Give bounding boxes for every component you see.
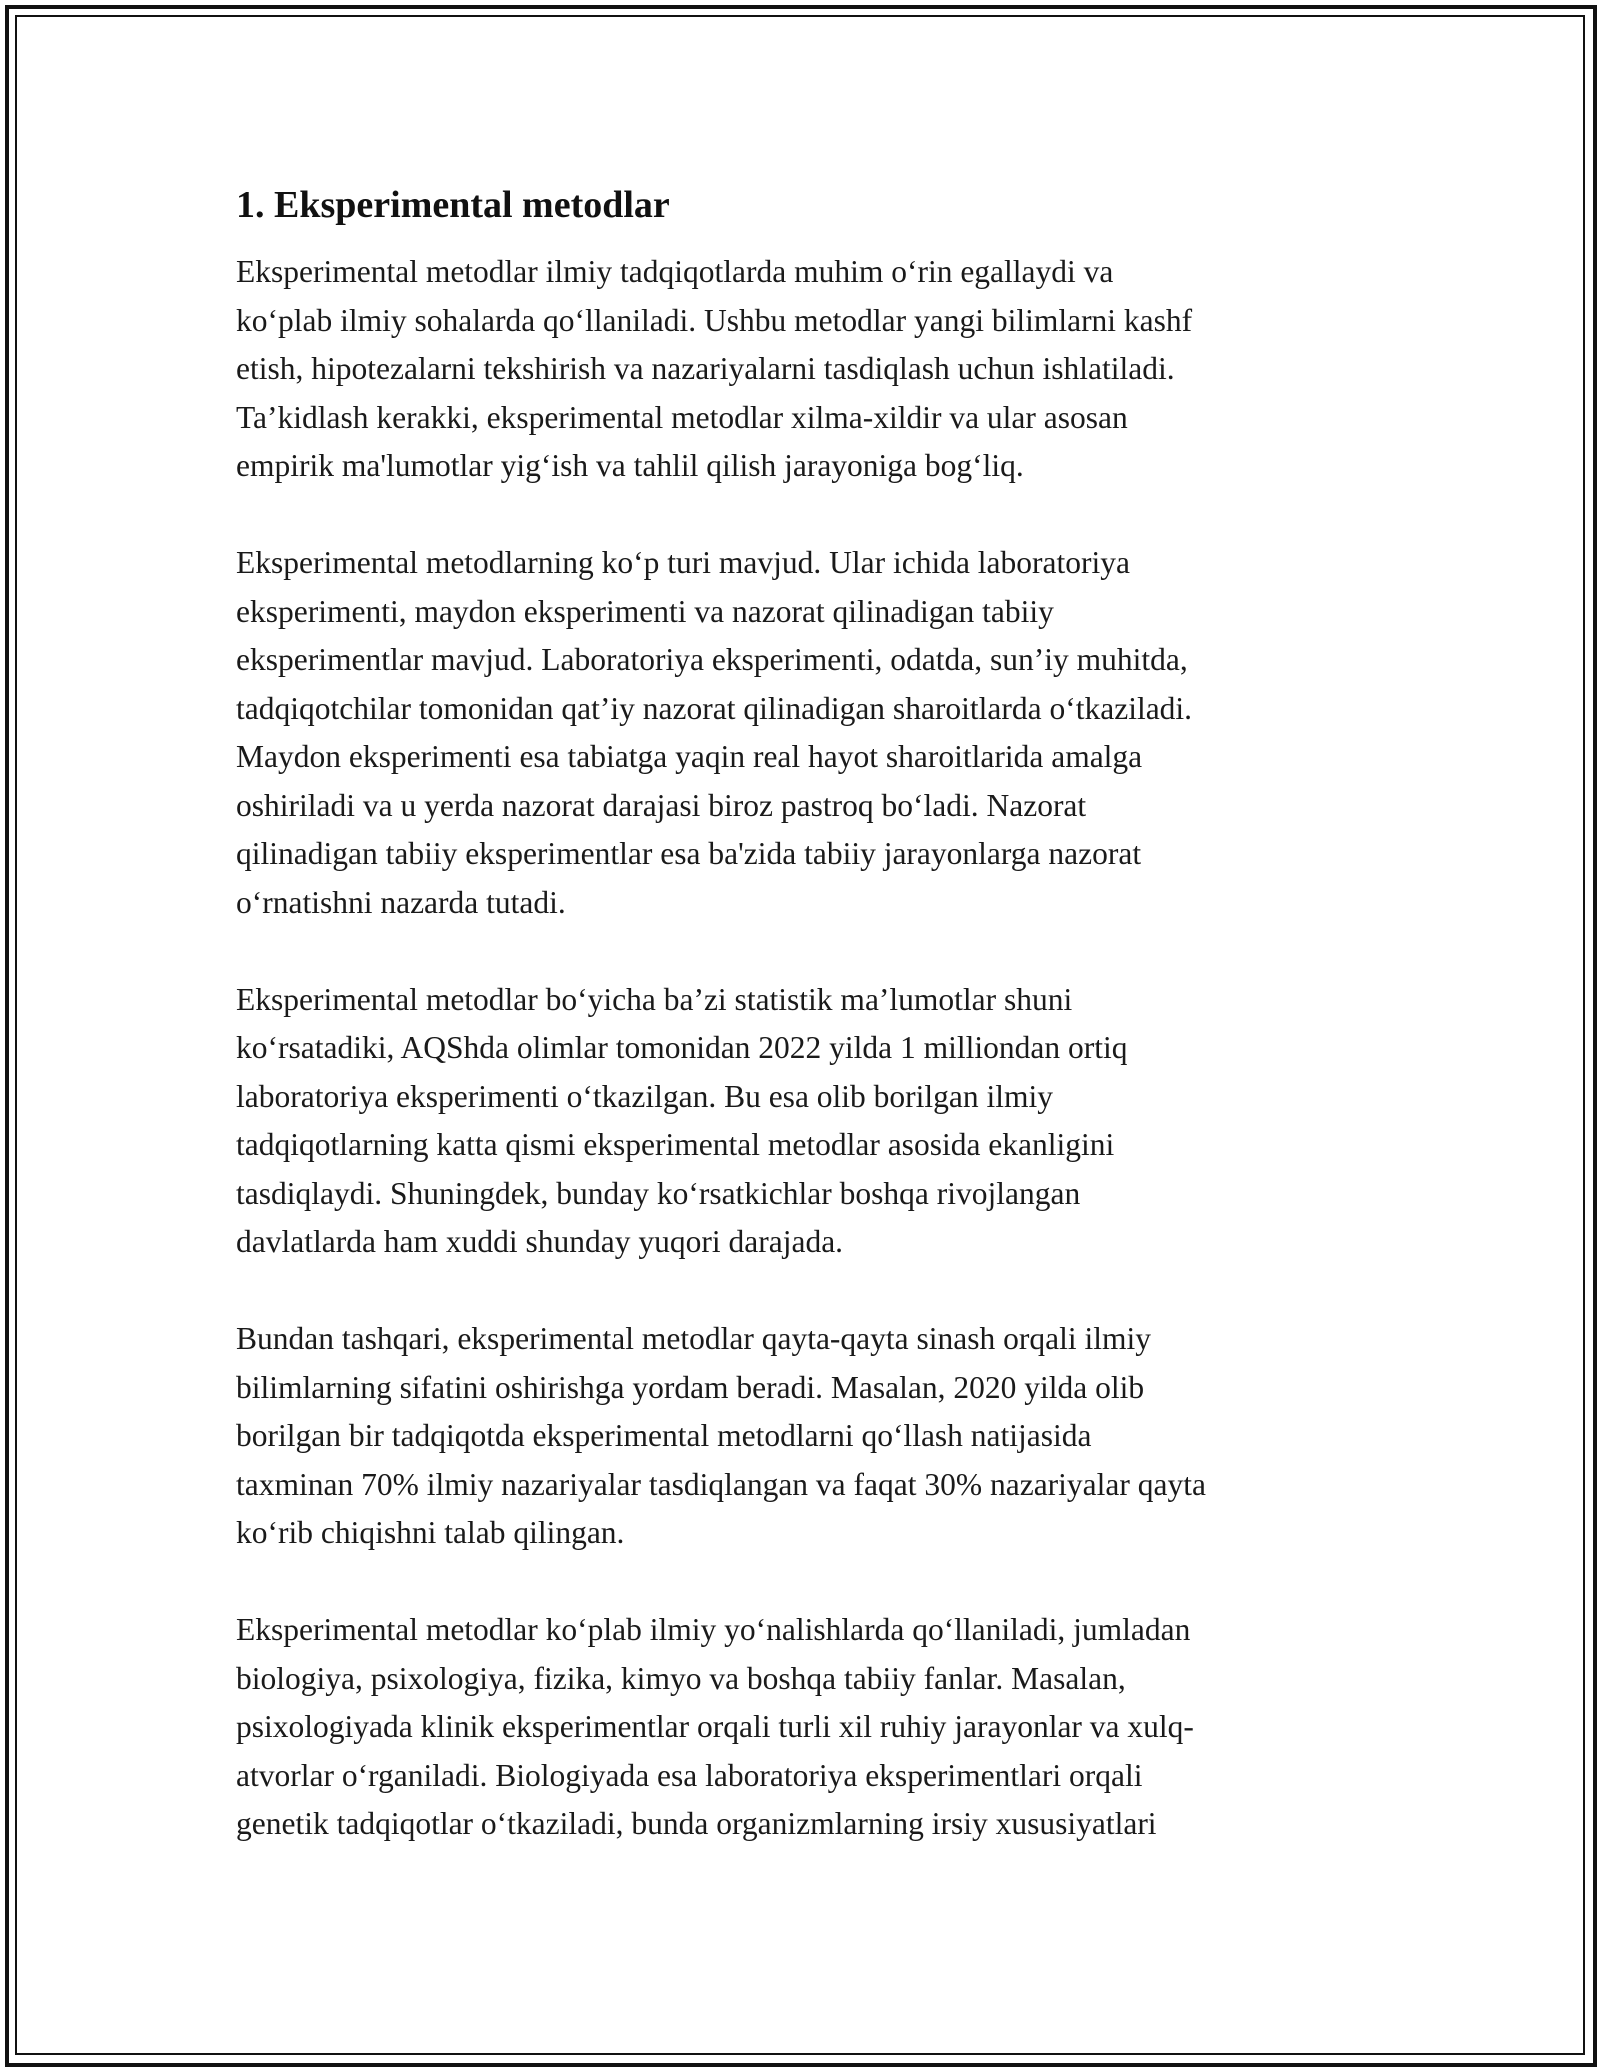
paragraph-line: atvorlar o‘rganiladi. Biologiyada esa laboratoriya eksperimentlari orqali [236, 1757, 1143, 1793]
document-body [236, 182, 1376, 1849]
paragraph-line: qilinadigan tabiiy eksperimentlar esa ba'zida tabiiy jarayonlarga nazorat [236, 836, 1142, 871]
paragraph-line: Ta’kidlash kerakki, eksperimental metodlar xilma-xildir va ular asosan [236, 399, 1128, 435]
paragraph-line: bilimlarning sifatini oshirishga yordam beradi. Masalan, 2020 yilda olib [236, 1369, 1145, 1405]
body-paragraph [236, 248, 1376, 491]
section-heading: 1. Eksperimental metodlar [236, 184, 670, 226]
paragraph-line: o‘rnatishni nazarda tutadi. [236, 884, 566, 920]
paragraph-line: borilgan bir tadqiqotda eksperimental metodlarni qo‘llash natijasida [236, 1418, 1092, 1453]
body-paragraph [236, 539, 1376, 927]
paragraph-line: empirik ma'lumotlar yig‘ish va tahlil qilish jarayoniga bog‘liq. [236, 448, 1024, 483]
paragraph-line: etish, hipotezalarni tekshirish va nazariyalarni tasdiqlash uchun ishlatiladi. [236, 351, 1175, 386]
paragraph-line: tadqiqotlarning katta qismi eksperimental metodlar asosida ekanligini [236, 1127, 1115, 1162]
paragraph-line: genetik tadqiqotlar o‘tkaziladi, bunda organizmlarning irsiy xususiyatlari [236, 1806, 1157, 1841]
paragraph-line: tadqiqotchilar tomonidan qat’iy nazorat qilinadigan sharoitlarda o‘tkaziladi. [236, 690, 1193, 726]
paragraph-line: davlatlarda ham xuddi shunday yuqori darajada. [236, 1224, 844, 1259]
paragraph-line: laboratoriya eksperimenti o‘tkazilgan. Bu esa olib borilgan ilmiy [236, 1078, 1054, 1114]
paragraph-line: tasdiqlaydi. Shuningdek, bunday ko‘rsatkichlar boshqa rivojlangan [236, 1175, 1081, 1211]
body-paragraph [236, 1315, 1376, 1558]
body-paragraph [236, 1606, 1376, 1849]
paragraph-line: eksperimentlar mavjud. Laboratoriya eksperimenti, odatda, sun’iy muhitda, [236, 642, 1188, 677]
paragraph-line: ko‘rib chiqishni talab qilingan. [236, 1515, 625, 1550]
paragraph-line: oshiriladi va u yerda nazorat darajasi biroz pastroq bo‘ladi. Nazorat [236, 787, 1087, 823]
paragraph-line: ko‘plab ilmiy sohalarda qo‘llaniladi. Ushbu metodlar yangi bilimlarni kashf [236, 302, 1193, 338]
paragraph-line: taxminan 70% ilmiy nazariyalar tasdiqlangan va faqat 30% nazariyalar qayta [236, 1466, 1206, 1502]
body-paragraph [236, 976, 1376, 1267]
paragraph-line: Maydon eksperimenti esa tabiatga yaqin real hayot sharoitlarida amalga [236, 739, 1143, 774]
paragraph-line: ko‘rsatadiki, AQShda olimlar tomonidan 2022 yilda 1 milliondan ortiq [236, 1030, 1128, 1065]
paragraph-line: Eksperimental metodlar ko‘plab ilmiy yo‘nalishlarda qo‘llaniladi, jumladan [236, 1612, 1191, 1647]
paragraph-line: biologiya, psixologiya, fizika, kimyo va boshqa tabiiy fanlar. Masalan, [236, 1660, 1126, 1696]
paragraph-line: Eksperimental metodlar ilmiy tadqiqotlarda muhim o‘rin egallaydi va [236, 254, 1114, 289]
paragraph-line: eksperimenti, maydon eksperimenti va nazorat qilinadigan tabiiy [236, 593, 1054, 629]
paragraph-line: Bundan tashqari, eksperimental metodlar qayta-qayta sinash orqali ilmiy [236, 1321, 1151, 1356]
paragraph-list [236, 248, 1376, 1849]
paragraph-line: Eksperimental metodlarning ko‘p turi mavjud. Ular ichida laboratoriya [236, 545, 1130, 580]
paragraph-line: Eksperimental metodlar bo‘yicha ba’zi statistik ma’lumotlar shuni [236, 981, 1073, 1017]
paragraph-line: psixologiyada klinik eksperimentlar orqali turli xil ruhiy jarayonlar va xulq- [236, 1709, 1194, 1744]
